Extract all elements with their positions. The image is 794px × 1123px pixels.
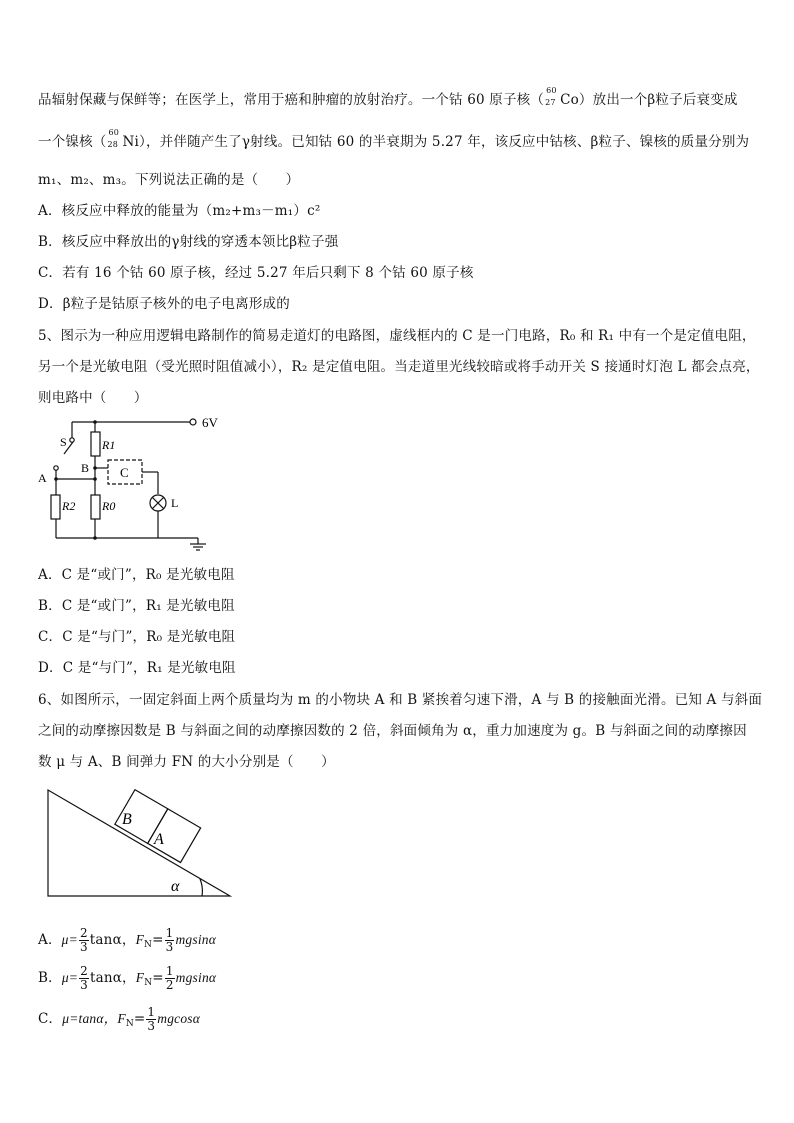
block-a-label: A [154,831,164,848]
r2-resistor [51,495,60,519]
q5-option-a: A．C 是“或门”，R₀ 是光敏电阻 [38,567,235,583]
nickel-symbol: Ni [122,134,140,150]
q6-option-a: A．μ= $\frac{2}{3}$ tanα，$F_N=$ $\frac{1}{3}$ mgsinα [38,926,217,954]
q4-line-1-b: ）放出一个β粒子后衰变成 [578,92,738,108]
q4-line-2 [38,130,749,150]
q5-option-d: D．C 是“与门”，R₁ 是光敏电阻 [38,660,236,676]
cobalt-nuclide: 60 27 [545,86,557,107]
fraction: $\frac{2}{3}$ [79,926,88,954]
q4-option-a: A．核反应中释放的能量为（m₂+m₃－m₁）c² [38,203,321,219]
circuit-diagram [30,410,230,555]
q4-line-2-b: ），并伴随产生了γ射线。已知钴 60 的半衰期为 5.27 年，该反应中钴核、β粒子、镍核的质量分别为 [139,134,750,150]
node-b-label: B [81,461,90,475]
r1-label: R1 [102,438,116,452]
switch-label: S [60,435,67,449]
voltage-label: 6V [202,415,218,430]
block-b-label: B [122,811,132,828]
q5-line-2: 另一个是光敏电阻（受光照时阻值减小），R₂ 是定值电阻。当走道里光线较暗或将手动开关 S 接通时灯泡 L 都会点亮， [38,359,760,375]
r1-resistor [91,432,100,456]
q4-option-c: C．若有 16 个钴 60 原子核，经过 5.27 年后只剩下 8 个钴 60 原子核 [38,265,474,281]
cobalt-symbol: Co [560,92,579,108]
fraction: $\frac{2}{3}$ [80,964,88,992]
q6-option-c: C．μ=tanα，$F_N=$ $\frac{1}{3}$ mgcosα [38,1005,201,1033]
angle-arc [200,879,202,896]
q4-line-1 [38,88,738,108]
node-a-label: A [38,471,47,485]
q6-line-2: 之间的动摩擦因数是 B 与斜面之间的动摩擦因数的 2 倍，斜面倾角为 α，重力加速度为 g。B 与斜面之间的动摩擦因 [38,723,747,739]
r0-resistor [91,495,100,519]
fraction: $\frac{1}{3}$ [147,1005,156,1033]
lamp-label: L [171,496,179,510]
q4-line-1-a: 品辐射保藏与保鲜等；在医学上，常用于癌和肿瘤的放射治疗。一个钴 60 原子核（ [38,92,545,108]
r0-label: R0 [102,499,116,513]
q4-line-2-a: 一个镍核（ [38,134,107,150]
q4-line-3: m₁、m₂、m₃。下列说法正确的是（ ） [38,172,300,188]
incline-triangle [48,790,230,896]
q5-line-1: 5、图示为一种应用逻辑电路制作的简易走道灯的电路图，虚线框内的 C 是一门电路，R₀ 和 R₁ 中有一个是定值电阻， [38,328,756,344]
fraction: $\frac{1}{2}$ [165,964,174,992]
gate-label: C [120,465,129,480]
nickel-nuclide: 60 28 [107,128,120,149]
q4-option-d: D．β粒子是钴原子核外的电子电离形成的 [38,296,290,312]
q5-option-b: B．C 是“或门”，R₁ 是光敏电阻 [38,598,235,614]
q6-line-3: 数 μ 与 A、B 间弹力 FN 的大小分别是（ ） [38,754,335,770]
incline-diagram [44,786,236,902]
q4-option-b: B．核反应中释放出的γ射线的穿透本领比β粒子强 [38,234,339,250]
q6-line-1: 6、如图所示，一固定斜面上两个质量均为 m 的小物块 A 和 B 紧挨着匀速下滑，A 与 B 的接触面光滑。已知 A 与斜面 [38,692,763,708]
q5-line-3: 则电路中（ ） [38,390,148,406]
angle-label: α [171,878,180,895]
fraction: $\frac{1}{3}$ [165,926,174,954]
q5-option-c: C．C 是“与门”，R₀ 是光敏电阻 [38,629,236,645]
r2-label: R2 [62,499,76,513]
q6-option-b: B．μ= $\frac{2}{3}$ tanα，$F_N=$ $\frac{1}{2}$ mgsinα [38,964,217,992]
